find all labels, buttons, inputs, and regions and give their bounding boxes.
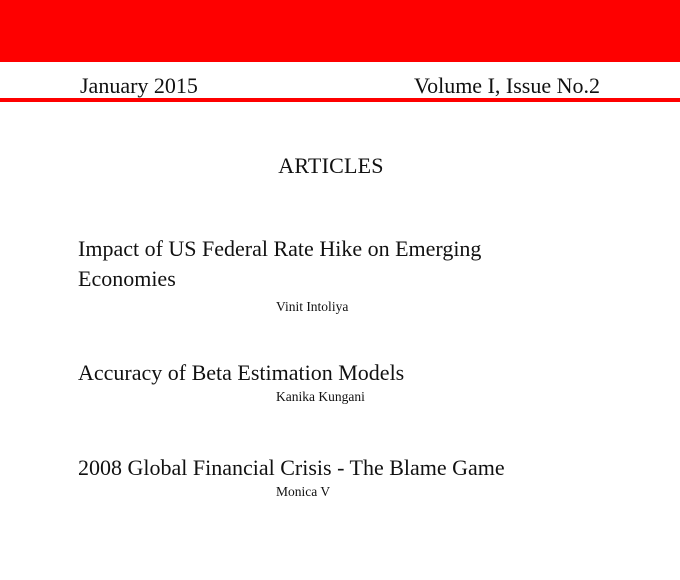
- header-color-band: [0, 0, 680, 62]
- section-title: ARTICLES: [278, 153, 384, 178]
- article-item[interactable]: [78, 234, 618, 316]
- article-title-line: Accuracy of Beta Estimation Models: [78, 360, 405, 385]
- issue-volume: Volume I, Issue No.2: [414, 73, 600, 98]
- article-title-line: Impact of US Federal Rate Hike on Emerging: [78, 236, 482, 261]
- article-author: Kanika Kungani: [276, 389, 365, 404]
- article-title-line: 2008 Global Financial Crisis - The Blame Game: [78, 455, 505, 480]
- header-divider: [0, 98, 680, 102]
- article-title[interactable]: [78, 453, 618, 483]
- article-item[interactable]: [78, 453, 618, 501]
- article-item[interactable]: [78, 358, 618, 406]
- article-title[interactable]: [78, 234, 618, 294]
- article-title[interactable]: [78, 358, 618, 388]
- article-author: Monica V: [276, 484, 331, 499]
- issue-date: January 2015: [80, 73, 198, 98]
- issue-header: [80, 72, 600, 100]
- article-author: Vinit Intoliya: [276, 299, 349, 314]
- article-title-line: Economies: [78, 266, 176, 291]
